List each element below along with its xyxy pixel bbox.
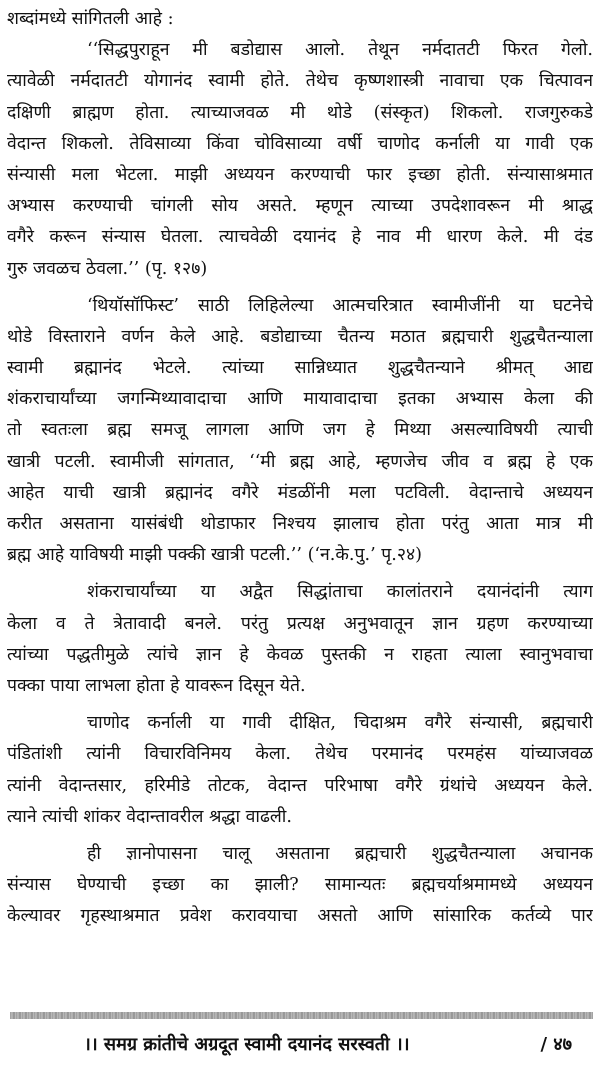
paragraph-line: आहेत याची खात्री ब्रह्मानंद वगैरे मंडळींनी मला पटविली. वेदान्ताचे अध्ययन [7,482,593,503]
page-number: / ४७ [540,1034,572,1055]
quote-line: संन्यासी मला भेटला. माझी अध्ययन करण्याची फार इच्छा होती. संन्यासाश्रमात [7,164,593,185]
paragraph-line: चाणोद कर्नाली या गावी दीक्षित, चिदाश्रम वगैरे संन्यासी, ब्रह्मचारी [87,713,593,734]
paragraph-line: तो स्वतःला ब्रह्म समजू लागला आणि जग हे मिथ्या असल्याविषयी त्याची [7,420,593,441]
paragraph-line: थोडे विस्ताराने वर्णन केले आहे. बडोद्याच्या चैतन्य मठात ब्रह्मचारी शुद्धचैतन्याला [7,326,593,347]
paragraph-line: ब्रह्म आहे याविषयी माझी पक्की खात्री पटली.’’ (‘न.के.पु.’ पृ.२४) [7,545,423,566]
quote-line: त्यावेळी नर्मदातटी योगानंद स्वामी होते. तेथेच कृष्णशास्त्री नावाचा एक चित्पावन [7,71,593,92]
paragraph-line: संन्यास घेण्याची इच्छा का झाली? सामान्यतः ब्रह्मचर्याश्रमामध्ये अध्ययन [7,875,593,896]
paragraph-line: शंकराचार्यांच्या जगन्मिथ्यावादाचा आणि मायावादाचा इतका अभ्यास केला की [7,389,593,410]
paragraph-line: ही ज्ञानोपासना चालू असताना ब्रह्मचारी शुद्धचैतन्याला अचानक [87,843,593,864]
paragraph-line: त्यांच्या पद्धतीमुळे त्यांचे ज्ञान हे केवळ पुस्तकी न राहता त्याला स्वानुभवाचा [7,644,593,665]
text-line: शब्दांमध्ये सांगितली आहे : [7,9,174,29]
quote-line: वेदान्त शिकलो. तेविसाव्या किंवा चोविसाव्या वर्षी चाणोद कर्नाली या गावी एक [7,133,593,154]
body-text [7,4,593,932]
paragraph-line: स्वामी ब्रह्मानंद भेटले. त्यांच्या सान्निध्यात शुद्धचैतन्याने श्रीमत् आद्य [7,358,593,379]
paragraph-line: करीत असताना यासंबंधी थोडाफार निश्चय झालाच होता परंतु आता मात्र मी [7,514,593,534]
paragraph-line: केला व ते त्रेतावादी बनले. परंतु प्रत्यक्ष अनुभवातून ज्ञान ग्रहण करण्याच्या [7,613,593,634]
quote-line: ‘‘सिद्धपुराहून मी बडोद्यास आलो. तेथून नर्मदातटी फिरत गेलो. [87,40,593,61]
quote-line: दक्षिणी ब्राह्मण होता. त्याच्याजवळ मी थोडे (संस्कृत) शिकलो. राजगुरुकडे [7,102,593,123]
paragraph-line: पंडितांशी त्यांनी विचारविनिमय केला. तेथेच परमानंद परमहंस यांच्याजवळ [7,744,593,765]
paragraph-line: केल्यावर गृहस्थाश्रमात प्रवेश करावयाचा असतो आणि सांसारिक कर्तव्ये पार [7,906,593,927]
paragraph-line: खात्री पटली. स्वामीजी सांगतात, ‘‘मी ब्रह्म आहे, म्हणजेच जीव व ब्रह्म हे एक [7,451,593,472]
paragraph-line: पक्का पाया लाभला होता हे यावरून दिसून येते. [7,675,306,696]
quote-line: गुरु जवळच ठेवला.’’ (पृ. १२७) [7,258,208,279]
quote-line: अभ्यास करण्याची चांगली सोय असते. म्हणून त्याच्या उपदेशावरून मी श्राद्ध [7,196,593,217]
paragraph-line: त्याने त्यांची शांकर वेदान्तावरील श्रद्धा वाढली. [7,806,292,827]
footer-divider [10,1012,593,1019]
running-footer-title: ।। समग्र क्रांतीचे अग्रदूत स्वामी दयानंद सरस्वती ।। [84,1034,410,1055]
paragraph-line: ‘थियॉसॉफिस्ट’ साठी लिहिलेल्या आत्मचरित्रात स्वामीजींनी या घटनेचे [87,295,593,316]
paragraph-line: शंकराचार्यांच्या या अद्वैत सिद्धांताचा कालांतराने दयानंदांनी त्याग [87,582,593,603]
paragraph-line: त्यांनी वेदान्तसार, हरिमीडे तोटक, वेदान्त परिभाषा वगैरे ग्रंथांचे अध्ययन केले. [7,775,593,796]
quote-line: वगैरे करून संन्यास घेतला. त्याचवेळी दयानंद हे नाव मी धारण केले. मी दंड [7,227,593,248]
